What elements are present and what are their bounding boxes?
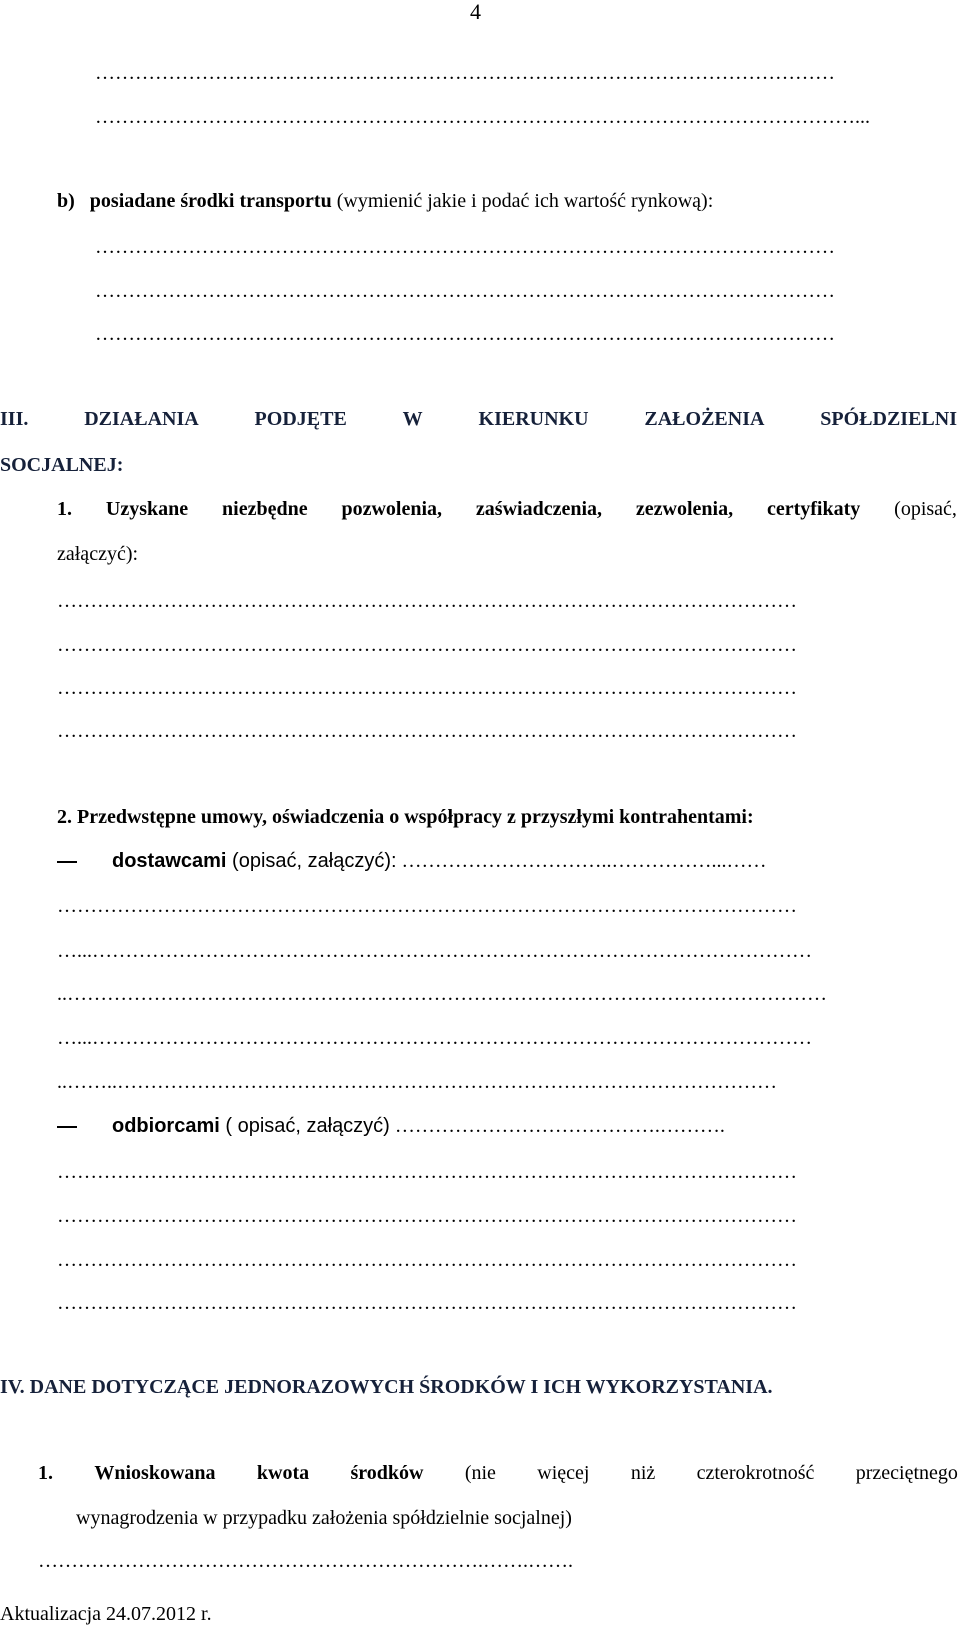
item-word: niż bbox=[630, 1462, 656, 1484]
heading-word: KIERUNKU bbox=[478, 408, 589, 430]
recipients-label: odbiorcami bbox=[112, 1115, 220, 1137]
section-iii-heading-cont: SOCJALNEJ: bbox=[0, 454, 124, 476]
item-word: więcej bbox=[537, 1462, 590, 1484]
item-word: certyfikaty bbox=[766, 498, 861, 520]
dotted-line: ………………………………………………………………………………………………… bbox=[95, 62, 835, 84]
item-word: niezbędne bbox=[222, 498, 308, 520]
dotted-line: …...……………………………………………………………………………………………… bbox=[57, 940, 812, 962]
suppliers-label: dostawcami bbox=[112, 850, 227, 872]
item-word: (nie bbox=[464, 1462, 496, 1484]
dotted-line: ..……..……………………………………………………………………………………… bbox=[57, 1071, 777, 1093]
footer-update-date: Aktualizacja 24.07.2012 r. bbox=[0, 1603, 212, 1625]
section-iv-item-1-cont: wynagrodzenia w przypadku założenia spółdzielnie socjalnej) bbox=[76, 1507, 572, 1529]
section-b-bold: posiadane środki transportu bbox=[89, 190, 332, 212]
item-word: zaświadczenia, bbox=[475, 498, 603, 520]
heading-word: PODJĘTE bbox=[254, 408, 347, 430]
dotted-line: ………………………………………………………………………………………………… bbox=[57, 677, 797, 699]
dotted-line: ………………………………………………………………………………………………… bbox=[57, 634, 797, 656]
suppliers-rest: (opisać, załączyć): bbox=[226, 850, 397, 872]
item-word: środków bbox=[350, 1462, 424, 1484]
dotted-line: ………………………………………………………………………………………………… bbox=[95, 280, 835, 302]
item-word: 1. bbox=[57, 498, 72, 520]
dotted-line: ………………………………………………………………………………………………… bbox=[57, 895, 797, 917]
section-iv-item-1 bbox=[38, 1462, 958, 1484]
heading-word: ZAŁOŻENIA bbox=[644, 408, 765, 430]
section-iii-heading bbox=[0, 408, 957, 430]
section-b-letter: b) bbox=[57, 190, 75, 212]
dotted-line: ………………………………………………………………………………………………… bbox=[57, 1292, 797, 1314]
recipients-rest: ( opisać, załączyć) bbox=[219, 1115, 390, 1137]
item-word: przeciętnego bbox=[855, 1462, 958, 1484]
dotted-line: ………………………………………………………….…….……. bbox=[38, 1550, 573, 1572]
dotted-line: ..…………………………………………………………………………………………………… bbox=[57, 983, 827, 1005]
dotted-line: ………………………………………………………………………………………………… bbox=[57, 1205, 797, 1227]
item-word: 1. bbox=[38, 1462, 53, 1484]
item-word: kwota bbox=[256, 1462, 310, 1484]
heading-word: III. bbox=[0, 408, 29, 430]
item-1-line-cont: załączyć): bbox=[57, 543, 139, 565]
heading-word: W bbox=[402, 408, 423, 430]
section-b-rest: (wymienić jakie i podać ich wartość rynkową): bbox=[331, 190, 714, 212]
recipients-line bbox=[57, 1115, 725, 1137]
heading-word: DZIAŁANIA bbox=[84, 408, 199, 430]
dash-bullet bbox=[57, 861, 77, 863]
item-word: (opisać, bbox=[894, 498, 957, 520]
dotted-line: ………………………………………………………………………………………………… bbox=[57, 1249, 797, 1271]
item-word: Uzyskane bbox=[105, 498, 189, 520]
suppliers-line bbox=[57, 850, 767, 872]
item-word: pozwolenia, bbox=[341, 498, 443, 520]
dotted-line: ………………………………………………………………………………………………… bbox=[57, 720, 797, 742]
page-number: 4 bbox=[470, 0, 481, 24]
heading-word: SPÓŁDZIELNI bbox=[820, 408, 957, 430]
dotted-line: …...……………………………………………………………………………………………… bbox=[57, 1027, 812, 1049]
section-iv-heading: IV. DANE DOTYCZĄCE JEDNORAZOWYCH ŚRODKÓW I ICH WYKORZYSTANIA. bbox=[0, 1376, 773, 1398]
dotted-line: ………………………………………………………………………………………………… bbox=[57, 1161, 797, 1183]
dotted-line: ………………………………………………………………………………………………… bbox=[95, 323, 835, 345]
dotted-line: ……………………………………………………………………………………………………... bbox=[95, 106, 870, 128]
dash-bullet bbox=[57, 1126, 77, 1128]
dotted-line: ………………………………………………………………………………………………… bbox=[95, 236, 835, 258]
dotted-fill: ………………………………….………. bbox=[389, 1115, 725, 1137]
dotted-line: ………………………………………………………………………………………………… bbox=[57, 590, 797, 612]
item-word: zezwolenia, bbox=[635, 498, 734, 520]
item-2-line: 2. Przedwstępne umowy, oświadczenia o współpracy z przyszłymi kontrahentami: bbox=[57, 806, 754, 828]
dotted-fill: …………………………..……………...…… bbox=[396, 850, 767, 872]
item-word: czterokrotność bbox=[696, 1462, 815, 1484]
section-b-heading bbox=[57, 190, 713, 212]
item-1-line bbox=[57, 498, 957, 520]
item-word: Wnioskowana bbox=[94, 1462, 216, 1484]
